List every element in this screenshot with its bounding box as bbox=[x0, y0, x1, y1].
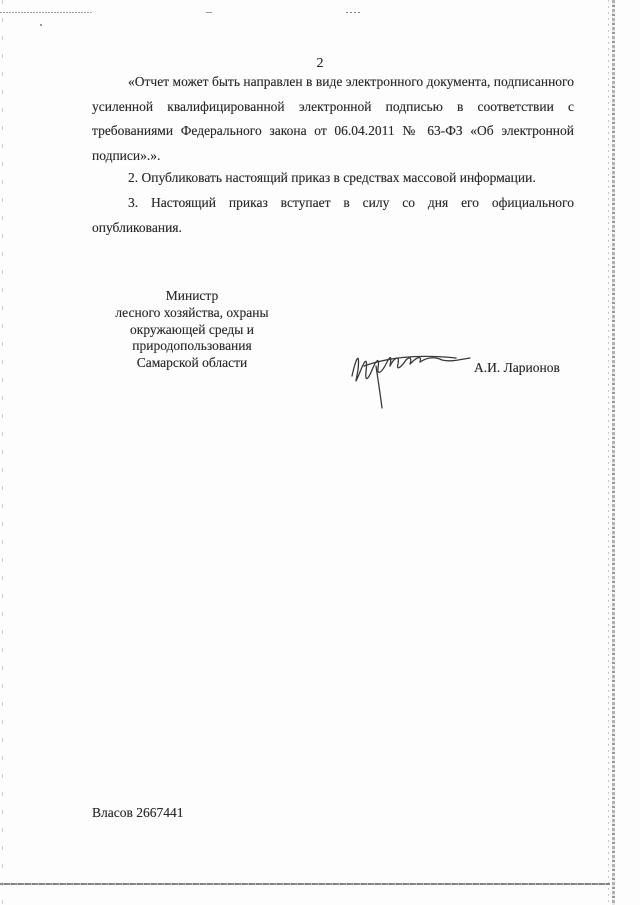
scan-edge-top bbox=[0, 12, 92, 13]
signer-name: А.И. Ларионов bbox=[474, 360, 560, 375]
paragraph-publish-order: 2. Опубликовать настоящий приказ в средствах массовой информации. bbox=[128, 170, 536, 185]
scan-edge-right bbox=[612, 0, 615, 905]
scan-edge-left bbox=[2, 0, 3, 905]
scan-speck bbox=[206, 12, 212, 13]
position-line: окружающей среды и bbox=[130, 321, 254, 337]
scan-speck bbox=[40, 24, 42, 26]
position-line: Самарской области bbox=[136, 355, 248, 371]
paragraph-effective-date: 3. Настоящий приказ вступает в силу со дня его официального опубликования. bbox=[92, 195, 574, 235]
handwritten-signature bbox=[346, 336, 476, 418]
position-line: природопользования bbox=[132, 338, 252, 354]
page-number: 2 bbox=[316, 56, 324, 71]
signatory-position bbox=[92, 288, 292, 372]
scan-speck bbox=[346, 12, 360, 13]
position-line: Министр bbox=[165, 288, 219, 303]
position-line: лесного хозяйства, охраны bbox=[115, 304, 269, 320]
paragraph-report-submission: «Отчет может быть направлен в виде электронного документа, подписанного усиленной квалифицированной электронной подписью в соответствии с требованиями Федерального закона от 06.04.2011 № 63-ФЗ «Об электронной подписи».». bbox=[92, 74, 574, 163]
scan-edge-bottom bbox=[0, 883, 610, 885]
executor-note: Власов 2667441 bbox=[92, 805, 184, 820]
scan-edge-right-inner bbox=[608, 0, 609, 905]
